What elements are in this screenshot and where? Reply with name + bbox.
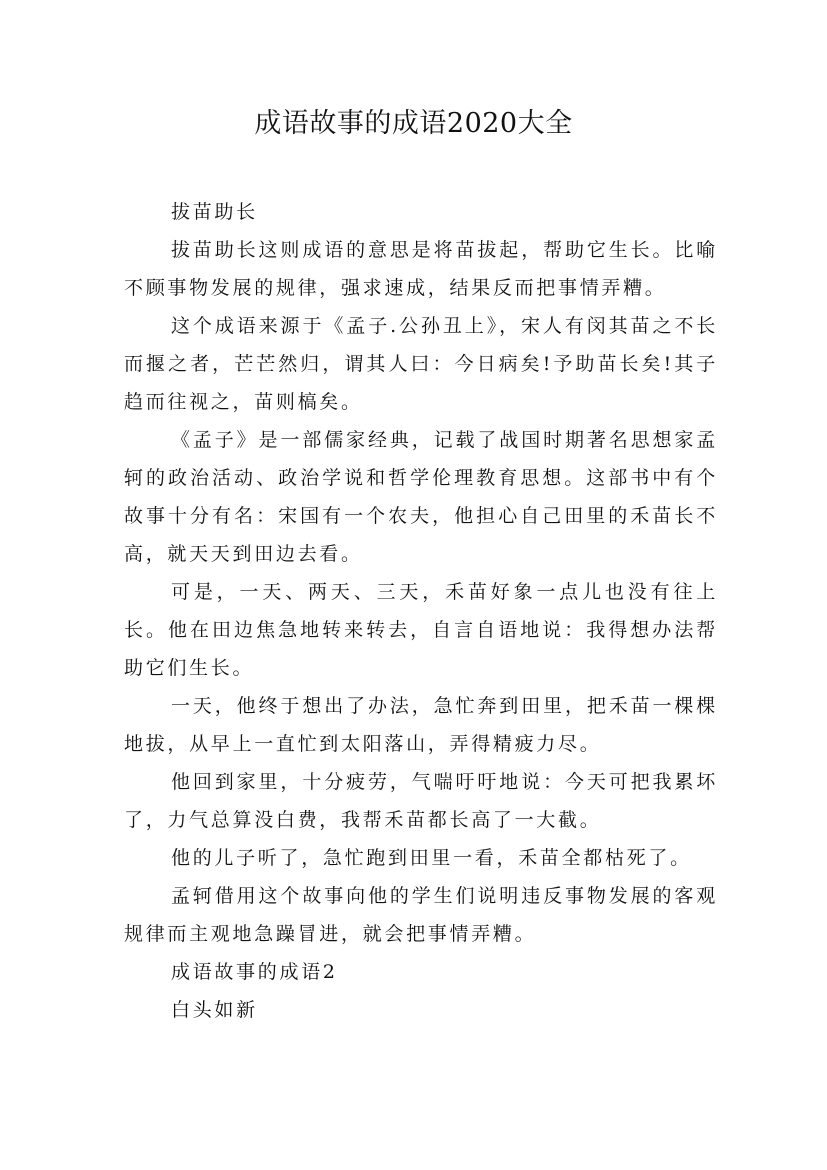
paragraph-mencius: 《孟子》是一部儒家经典，记载了战国时期著名思想家孟轲的政治活动、政治学说和哲学伦理教育思想。这部书中有个故事十分有名：宋国有一个农夫，他担心自己田里的禾苗长不高，就天天到田边去看。	[124, 429, 718, 565]
paragraph-heading-bamiao: 拔苗助长	[171, 201, 258, 223]
paragraph-source: 这个成语来源于《孟子.公孙丑上》，宋人有闵其苗之不长而揠之者，芒芒然归，谓其人曰：今日病矣!予助苗长矣!其子趋而往视之，苗则槁矣。	[124, 315, 718, 413]
paragraph-days: 可是，一天、两天、三天，禾苗好象一点儿也没有往上长。他在田边焦急地转来转去，自言自语地说：我得想办法帮助它们生长。	[124, 581, 718, 679]
paragraph-home: 他回到家里，十分疲劳，气喘吁吁地说：今天可把我累坏了，力气总算没白费，我帮禾苗都长高了一大截。	[124, 771, 718, 831]
document-title: 成语故事的成语2020大全	[254, 108, 573, 139]
paragraph-son: 他的儿子听了，急忙跑到田里一看，禾苗全都枯死了。	[171, 847, 692, 869]
paragraph-section-2: 成语故事的成语2	[171, 961, 338, 983]
paragraph-heading-baitou: 白头如新	[171, 999, 258, 1021]
document-body	[124, 193, 718, 1029]
paragraph-pulling: 一天，他终于想出了办法，急忙奔到田里，把禾苗一棵棵地拔，从早上一直忙到太阳落山，弄得精疲力尽。	[124, 695, 718, 755]
paragraph-meaning: 拔苗助长这则成语的意思是将苗拔起，帮助它生长。比喻不顾事物发展的规律，强求速成，结果反而把事情弄糟。	[124, 239, 718, 299]
paragraph-lesson: 孟轲借用这个故事向他的学生们说明违反事物发展的客观规律而主观地急躁冒进，就会把事情弄糟。	[124, 885, 718, 945]
